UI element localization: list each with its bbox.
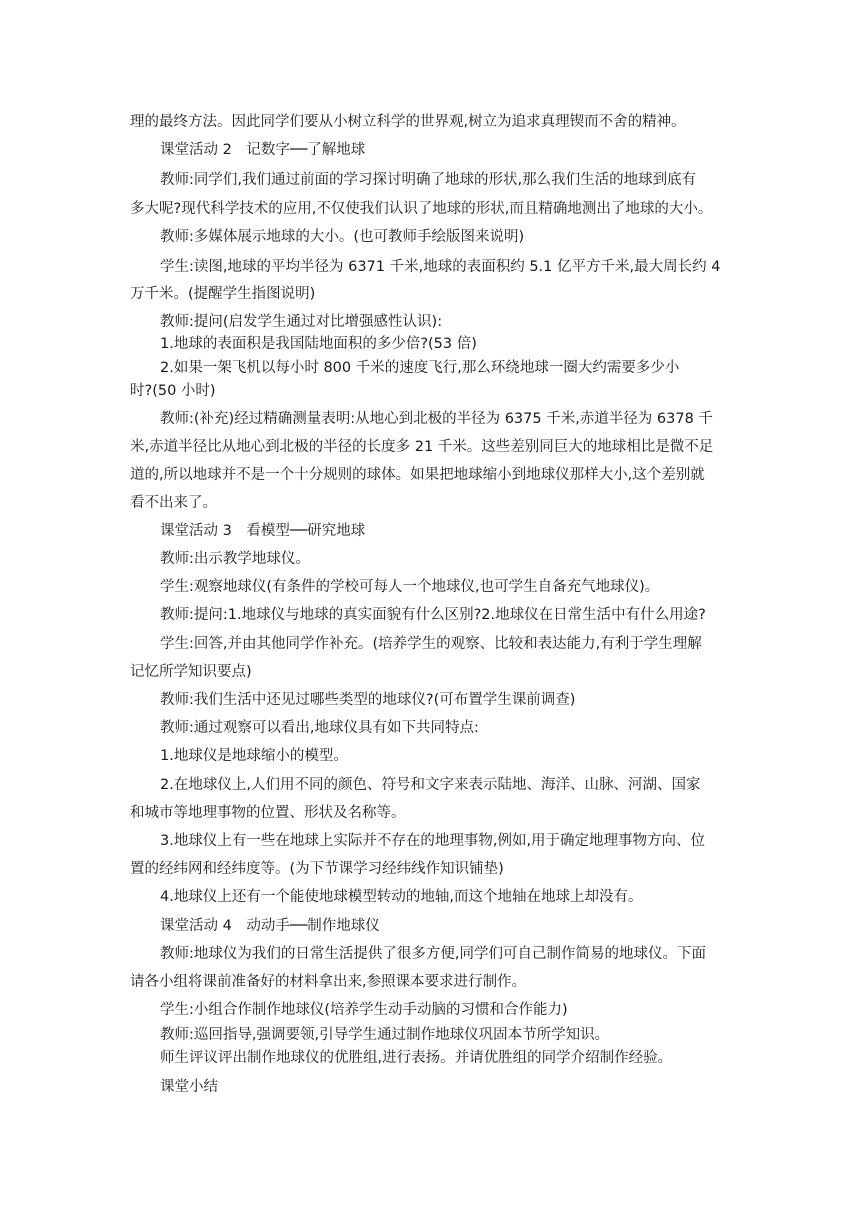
text-line: 请各小组将课前准备好的材料拿出来,参照课本要求进行制作。 bbox=[130, 974, 527, 990]
section-heading: 课堂活动 3 看模型──研究地球 bbox=[160, 523, 366, 539]
text-line: 学生:小组合作制作地球仪(培养学生动手动脑的习惯和合作能力) bbox=[160, 1002, 568, 1018]
text-line: 教师:同学们,我们通过前面的学习探讨明确了地球的形状,那么我们生活的地球到底有 bbox=[160, 172, 697, 188]
text-line: 3.地球仪上有一些在地球上实际并不存在的地理事物,例如,用于确定地理事物方向、位 bbox=[160, 833, 706, 849]
section-heading: 课堂活动 4 动动手──制作地球仪 bbox=[160, 918, 380, 934]
text-line: 万千米。(提醒学生指图说明) bbox=[130, 286, 316, 302]
text-line: 4.地球仪上还有一个能使地球模型转动的地轴,而这个地轴在地球上却没有。 bbox=[160, 889, 643, 905]
text-line: 学生:读图,地球的平均半径为 6371 千米,地球的表面积约 5.1 亿平方千米,最大周长约 4 bbox=[160, 259, 721, 275]
text-line: 看不出来了。 bbox=[130, 495, 217, 511]
text-line: 1.地球仪是地球缩小的模型。 bbox=[160, 748, 348, 764]
text-line: 教师:我们生活中还见过哪些类型的地球仪?(可布置学生课前调查) bbox=[160, 692, 576, 708]
text-line: 2.在地球仪上,人们用不同的颜色、符号和文字来表示陆地、海洋、山脉、河湖、国家 bbox=[160, 777, 701, 793]
text-line: 教师:巡回指导,强调要领,引导学生通过制作地球仪巩固本节所学知识。 bbox=[160, 1027, 610, 1043]
text-line: 米,赤道半径比从地心到北极的半径的长度多 21 千米。这些差别同巨大的地球相比是微不足 bbox=[130, 439, 714, 455]
text-line: 学生:回答,并由其他同学作补充。(培养学生的观察、比较和表达能力,有利于学生理解 bbox=[160, 636, 702, 652]
text-line: 学生:观察地球仪(有条件的学校可每人一个地球仪,也可学生自备充气地球仪)。 bbox=[160, 579, 660, 595]
text-line: 时?(50 小时) bbox=[130, 383, 216, 399]
text-line: 2.如果一架飞机以每小时 800 千米的速度飞行,那么环绕地球一圈大约需要多少小 bbox=[160, 360, 680, 376]
text-line: 1.地球的表面积是我国陆地面积的多少倍?(53 倍) bbox=[160, 336, 477, 352]
text-line: 理的最终方法。因此同学们要从小树立科学的世界观,树立为追求真理锲而不舍的精神。 bbox=[130, 114, 686, 130]
text-line: 记忆所学知识要点) bbox=[130, 664, 252, 680]
text-line: 多大呢?现代科学技术的应用,不仅使我们认识了地球的形状,而且精确地测出了地球的大小。 bbox=[130, 201, 713, 217]
text-line: 教师:提问(启发学生通过对比增强感性认识): bbox=[160, 314, 443, 330]
text-line: 道的,所以地球并不是一个十分规则的球体。如果把地球缩小到地球仪那样大小,这个差别就 bbox=[130, 467, 705, 483]
text-line: 教师:(补充)经过精确测量表明:从地心到北极的半径为 6375 千米,赤道半径为 6378 千 bbox=[160, 411, 713, 427]
section-heading: 课堂小结 bbox=[160, 1079, 218, 1095]
text-line: 师生评议评出制作地球仪的优胜组,进行表扬。并请优胜组的同学介绍制作经验。 bbox=[160, 1050, 673, 1066]
text-line: 和城市等地理事物的位置、形状及名称等。 bbox=[130, 805, 406, 821]
text-line: 教师:出示教学地球仪。 bbox=[160, 551, 310, 567]
text-line: 教师:通过观察可以看出,地球仪具有如下共同特点: bbox=[160, 720, 479, 736]
text-line: 教师:提问:1.地球仪与地球的真实面貌有什么区别?2.地球仪在日常生活中有什么用途? bbox=[160, 607, 706, 623]
text-line: 教师:地球仪为我们的日常生活提供了很多方便,同学们可自己制作简易的地球仪。下面 bbox=[160, 946, 706, 962]
text-line: 教师:多媒体展示地球的大小。(也可教师手绘版图来说明) bbox=[160, 229, 525, 245]
section-heading: 课堂活动 2 记数字──了解地球 bbox=[160, 142, 366, 158]
text-line: 置的经纬网和经纬度等。(为下节课学习经纬线作知识铺垫) bbox=[130, 861, 504, 877]
